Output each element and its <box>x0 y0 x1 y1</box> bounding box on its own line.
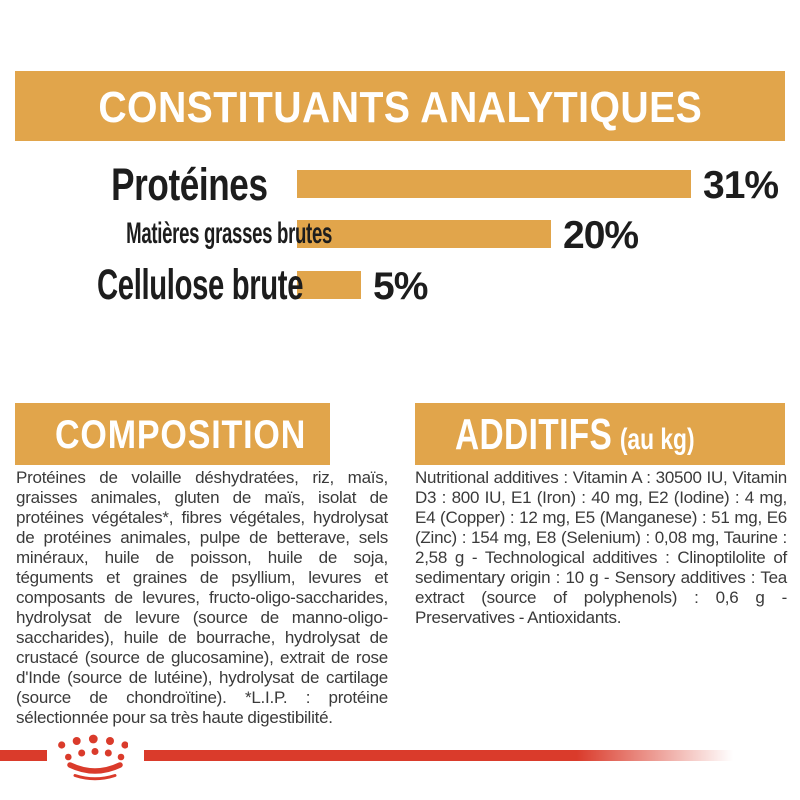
footer-red-band-left <box>0 750 47 761</box>
chart-value-label: 20% <box>563 213 639 257</box>
chart-category-label: Protéines <box>111 158 268 210</box>
chart-row-proteines <box>0 158 779 210</box>
additives-title <box>455 411 695 457</box>
chart-bar <box>297 170 691 198</box>
additives-title-main: ADDITIFS <box>455 410 613 459</box>
chart-label-wrap <box>0 260 304 309</box>
chart-label-wrap <box>0 217 333 250</box>
royal-canin-crown-logo <box>56 733 128 781</box>
chart-bar <box>297 220 551 248</box>
chart-value-label: 31% <box>703 163 779 207</box>
composition-paragraph: Protéines de volaille déshydratées, riz, maïs, graisses animales, gluten de maïs, isolat de protéines végétales*, fibres végétales, hydrolysat de protéines animales, pulpe de betterave, sels minéraux, huile de poisson, huile de soja, téguments et graines de psyllium, levures et composants de levures, fructo-oligo-saccharides, hydrolysat de levure (source de manno-oligo-saccharides), huile de bourrache, hydrolysat de crustacé (source de glucosamine), extrait de rose d'Inde (source de lutéine), hydrolysat de cartilage (source de chondroïtine). *L.I.P. : protéine sélectionnée pour sa très haute digestibilité. <box>16 468 388 727</box>
additives-paragraph: Nutritional additives : Vitamin A : 30500 IU, Vitamin D3 : 800 IU, E1 (Iron) : 40 mg, E2 (Iodine) : 4 mg, E4 (Copper) : 12 mg, E5 (Manganese) : 51 mg, E6 (Zinc) : 154 mg, E8 (Selenium) : 0,08 mg, Taurine : 2,58 g - Technological additives : Clinoptilolite of sedimentary origin : 10 g - Sensory additives : Tea extract (source of polyphenols) : 0,6 g - Preservatives - Antioxidants. <box>415 468 787 627</box>
composition-header-band <box>15 403 330 465</box>
chart-row-cellulose <box>0 262 427 308</box>
chart-bar <box>297 271 361 299</box>
additives-header-band <box>415 403 785 465</box>
chart-label-wrap <box>0 158 268 210</box>
composition-title: COMPOSITION <box>55 413 307 457</box>
analytical-constituents-band <box>15 71 785 141</box>
chart-category-label: Matières grasses brutes <box>126 217 333 250</box>
page-title: CONSTITUANTS ANALYTIQUES <box>98 83 702 132</box>
additives-title-suffix: (au kg) <box>619 423 695 456</box>
footer-red-band-right <box>144 750 745 761</box>
chart-category-label: Cellulose brute <box>97 260 304 309</box>
chart-value-label: 5% <box>373 264 428 308</box>
chart-row-matieres-grasses <box>0 211 638 257</box>
